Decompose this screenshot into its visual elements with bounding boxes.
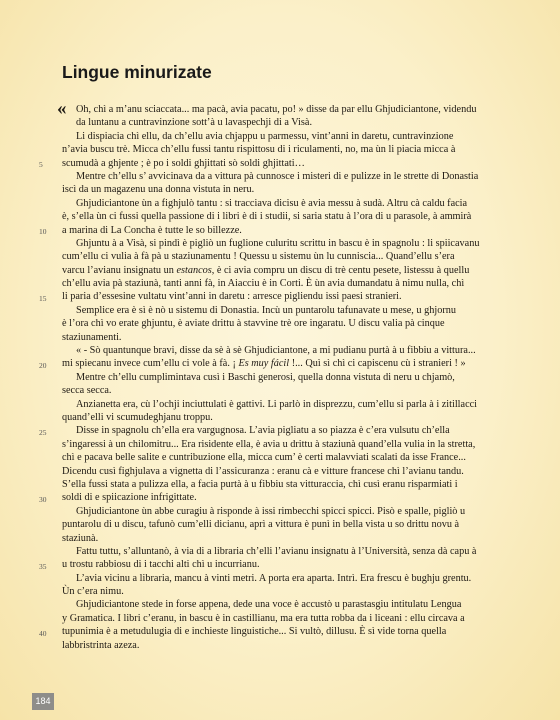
- line-number: 20: [39, 360, 47, 370]
- text-line: varcu l’avianu insignatu un estancos, è ci avia compru un discu di trè centu pesete, listessu à quellu: [62, 264, 470, 276]
- text-line: Semplice era è sì è nò u sistemu di Donastia. Incù un puntarolu tafunavate u mese, u ghjornu: [76, 304, 457, 316]
- line-number: 30: [39, 494, 47, 504]
- text-line: tupunimia è a metudulugia di e inchieste linguistiche... Si vultò, dillusu. È sì vide torna quella: [62, 626, 447, 638]
- text-line: chì e pacava belle salite e cuntribuzione ella, micca cum’ è certi malavviati scalati da isse France...: [62, 452, 466, 464]
- text-line: Oh, chì a m’anu sciaccata... ma pacà, avia pacatu, po! » disse da par ellu Ghjudiciantone, videndu: [76, 104, 477, 115]
- text-line: y Gramatica. I libri c’eranu, in bascu è in castillianu, ma era tutta robba da i liceani : ellu circava a: [62, 612, 465, 624]
- text-line: Anzianetta era, cù l’ochji inciuttulati è gattivi. Li parlò in disprezzu, cum’ellu si parla à i zitillacci: [76, 398, 478, 410]
- text-line: staziunamenti.: [62, 331, 122, 343]
- text-line: u trostu rabbiosu di i tacchi alti chì u incurrianu.: [62, 559, 260, 571]
- line-number: 15: [39, 293, 47, 303]
- text-line: Ghjudiciantone ùn abbe curagiu à risponde à issi rimbecchi spicci spicci. Pisò e spalle, pigliò u: [76, 505, 466, 517]
- text-line: ch’ellu avia pà staziunà, tanti anni fà, in Aiacciu è in Corti. È ùn avia dumandatu à nimu nulla, chì: [62, 278, 465, 290]
- text-line: soldi di e spiicazione infrigittate.: [62, 492, 197, 504]
- line-number: 10: [39, 226, 47, 236]
- text-line: Disse in spagnolu ch’ella era vargugnosa. L’avia pigliatu a so piazza è c’era vulsutu ch’ella: [76, 425, 450, 437]
- text-line: quand’elli vi scumudeghjanu troppu.: [62, 411, 213, 423]
- text-line: Li dispiacia chì ellu, da ch’ellu avia chjappu u parmessu, vint’anni in daretu, cuntravinzione: [76, 130, 454, 142]
- text-line: staziunà.: [62, 532, 99, 544]
- body-text: [57, 98, 530, 652]
- text-line: labbristrinta azeza.: [62, 639, 140, 651]
- text-line: S’ella fussi stata a pulizza ella, a facia purtà à u fibbiu sta vitturaccia, chì cusì eranu risparmiati i: [62, 478, 458, 490]
- text-line: Ghjudiciantone ùn a fighjulò tantu : si tracciava dicisu è avia messu à sudà. Altru cà caldu facia: [76, 197, 468, 209]
- text-line: L’avia vicinu a libraria, mancu à vinti metri. A porta era aparta. Intrì. Era frescu è bughju grentu.: [76, 572, 472, 584]
- text-line: Mentre ch’ellu s’ avvicinava da a vittura pà cunnosce i misteri di e pulizze in le strette di Donastia: [76, 170, 479, 182]
- line-number: 25: [39, 427, 47, 437]
- page-number: 184: [32, 693, 54, 710]
- text-line: secca secca.: [62, 385, 112, 397]
- text-line: Ghjuntu à a Visà, si pindì è pigliò un fuglione culuritu scrittu in bascu è in spagnolu : li spiicavanu: [76, 237, 480, 249]
- text-line: li paria d’essesine vultatu vint’anni in daretu : arresce pigliendu issi paesi stranieri.: [62, 291, 402, 303]
- text-line: n’avia buscu trè. Micca ch’ellu fussi tantu rispittosu di i riculamenti, no, ma ùn li piacia micca à: [62, 144, 456, 156]
- text-line: Ghjudiciantone stede in forse appena, dede una voce è accustò u parastasgiu intitulatu Lengua: [76, 599, 462, 611]
- text-line: è l’ora chì vo erate ghjuntu, è aviate drittu à stavvine trè ore ingaratu. U discu valia pà cinque: [62, 318, 445, 330]
- text-line: « - Sò quantunque bravi, disse da sè à sè Ghjudiciantone, a mi pudianu purtà à u fibbiu a vittura...: [76, 345, 476, 357]
- text-line: cum’ellu ci vulia à fà pà u staziunamentu ! Quessu u sistemu ùn lu cunniscia... Quand’ellu s’era: [62, 251, 455, 263]
- line-number: 40: [39, 628, 47, 638]
- text-line: Mentre ch’ellu cumplimintava cusì i Baschi generosi, quella donna vistuta di neru u chjamò,: [76, 371, 455, 383]
- line-number: 35: [39, 561, 47, 571]
- line-number: 5: [39, 159, 43, 169]
- text-line: iscì da un magazenu una donna vistuta in neru.: [62, 184, 255, 196]
- text-line: puntarolu di u discu, tafunò cum’elli dicianu, aprì a vittura è punì in bella vista u so drittu novu à: [62, 519, 460, 531]
- text-line: da luntanu a cuntravinzione sott’à u lavaspechji di a Visà.: [76, 117, 313, 129]
- text-line: Dicendu cusì fighjulava a vignetta di l’assicuranza : eranu cà e vitture francese chì l’avianu tandu.: [62, 465, 464, 477]
- text-line: scumudà a ghjente ; è po i soldi ghjittati sò soldi ghjittati…: [62, 157, 305, 169]
- text-line: Fattu tuttu, s’alluntanò, à via di a libraria ch’elli l’avianu insignatu à l’Università, senza dà capu à: [76, 545, 477, 557]
- opening-quote-mark: «: [57, 98, 67, 119]
- text-line: mi spiecanu invece cum’ellu ci vole à fà. ¡ Es muy fácil !... Quì sì chì ci capiscenu cù i stranieri ! »: [62, 358, 466, 370]
- text-line: a marina di La Concha è tutte le so billezze.: [62, 224, 242, 236]
- page-title: Lingue minurizate: [62, 62, 212, 82]
- text-line: s’ingaressi à un chilomitru... Era risidente ella, è avia u drittu à staziunà quand’ella vulia in la stretta,: [62, 438, 476, 450]
- text-line: Ùn c’era nimu.: [62, 586, 124, 598]
- text-line: è, s’ella ùn ci fussi quella passione di i libri è di i studii, si saria statu à l’ora di u parasole, à ammirà: [62, 211, 472, 223]
